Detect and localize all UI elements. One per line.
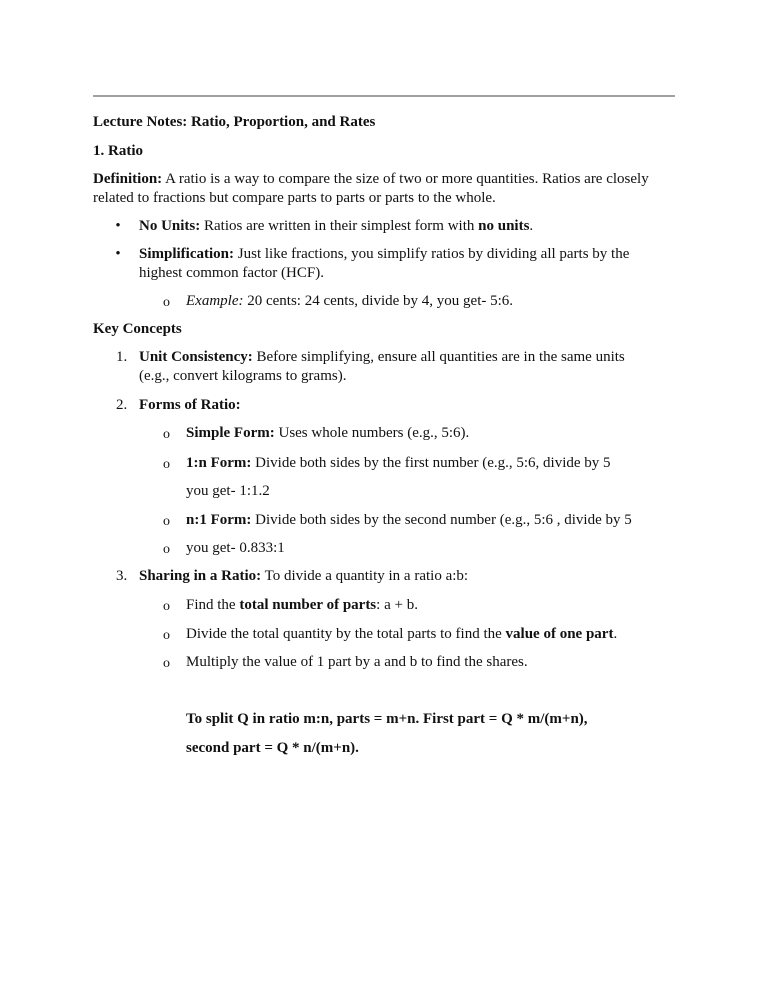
concept-unit-consistency-line-2: (e.g., convert kilograms to grams).	[139, 368, 347, 384]
list-number: 1.	[116, 349, 128, 365]
formula-line-2: second part = Q * n/(m+n).	[186, 740, 359, 756]
sub-bullet-marker: o	[163, 628, 170, 643]
sub-bullet-marker: o	[163, 542, 170, 557]
sub-bullet-marker: o	[163, 599, 170, 614]
horizontal-rule	[93, 95, 675, 97]
sub-bullet-marker: o	[163, 427, 170, 442]
list-number: 3.	[116, 568, 128, 584]
sharing-step-2: Divide the total quantity by the total parts to find the value of one part.	[186, 626, 618, 642]
concept-unit-consistency-line-1: Unit Consistency: Before simplifying, ensure all quantities are in the same units	[139, 349, 625, 365]
bullet-dot: •	[115, 246, 121, 262]
sub-bullet-marker: o	[163, 656, 170, 671]
list-number: 2.	[116, 397, 128, 413]
example-line: Example: 20 cents: 24 cents, divide by 4, you get- 5:6.	[186, 293, 514, 309]
formula-line-1: To split Q in ratio m:n, parts = m+n. First part = Q * m/(m+n),	[186, 711, 588, 727]
section-heading-ratio: 1. Ratio	[93, 143, 143, 159]
sub-bullet-marker: o	[163, 514, 170, 529]
page-title: Lecture Notes: Ratio, Proportion, and Rates	[93, 114, 376, 130]
bullet-no-units: No Units: Ratios are written in their simplest form with no units.	[139, 218, 534, 234]
definition-line-2: related to fractions but compare parts to parts or parts to the whole.	[93, 190, 496, 206]
bullet-dot: •	[115, 218, 121, 234]
concept-forms-of-ratio: Forms of Ratio:	[139, 397, 241, 413]
concept-sharing-in-ratio: Sharing in a Ratio: To divide a quantity in a ratio a:b:	[139, 568, 469, 584]
section-heading-key-concepts: Key Concepts	[93, 321, 182, 337]
form-1-n: 1:n Form: Divide both sides by the first number (e.g., 5:6, divide by 5	[186, 455, 611, 471]
form-simple: Simple Form: Uses whole numbers (e.g., 5:6).	[186, 425, 470, 441]
form-n-1: n:1 Form: Divide both sides by the second number (e.g., 5:6 , divide by 5	[186, 512, 632, 528]
bullet-simplification-line-2: highest common factor (HCF).	[139, 265, 324, 281]
sharing-step-3: Multiply the value of 1 part by a and b to find the shares.	[186, 654, 528, 670]
bullet-simplification-line-1: Simplification: Just like fractions, you simplify ratios by dividing all parts by the	[139, 246, 630, 262]
sub-bullet-marker: o	[163, 295, 170, 310]
sub-bullet-marker: o	[163, 457, 170, 472]
form-n-1-continuation: you get- 0.833:1	[186, 540, 285, 556]
definition-line-1: Definition: A ratio is a way to compare the size of two or more quantities. Ratios are closely	[93, 171, 649, 187]
sharing-step-1: Find the total number of parts: a + b.	[186, 597, 418, 613]
form-1-n-continuation: you get- 1:1.2	[186, 483, 270, 499]
